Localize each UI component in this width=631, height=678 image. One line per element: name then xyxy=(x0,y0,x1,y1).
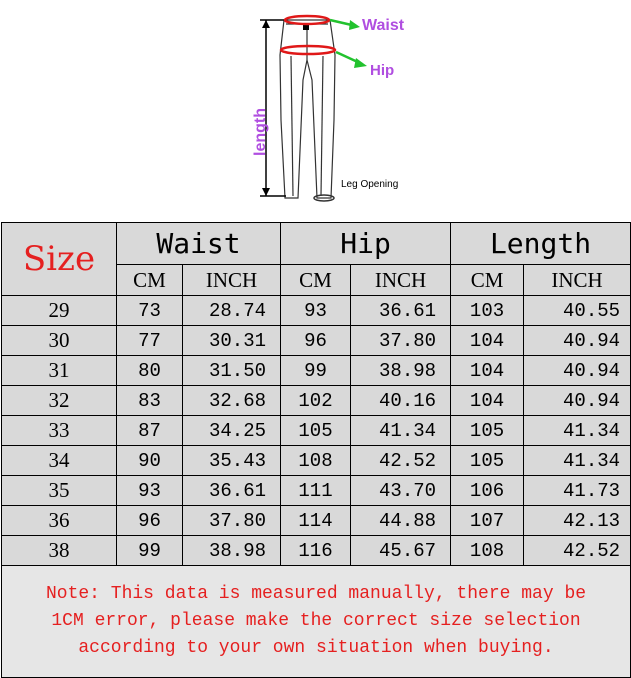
waist-inch-cell: 32.68 xyxy=(183,386,281,416)
length-cm-cell: 106 xyxy=(451,476,524,506)
length-cm-cell: 105 xyxy=(451,446,524,476)
waist-inch-cell: 38.98 xyxy=(183,536,281,566)
hip-inch-cell: 37.80 xyxy=(351,326,451,356)
table-row xyxy=(2,536,631,566)
hip-cm-cell: 93 xyxy=(281,296,351,326)
hip-cm-cell: 116 xyxy=(281,536,351,566)
size-chart-table xyxy=(1,222,631,678)
length-cm-cell: 104 xyxy=(451,326,524,356)
table-row xyxy=(2,446,631,476)
length-inch-cell: 41.34 xyxy=(524,446,631,476)
table-row xyxy=(2,416,631,446)
waist-header: Waist xyxy=(117,223,281,265)
unit-header: CM xyxy=(281,265,351,296)
hip-cm-cell: 105 xyxy=(281,416,351,446)
size-cell: 35 xyxy=(2,476,117,506)
waist-inch-cell: 31.50 xyxy=(183,356,281,386)
hip-cm-cell: 111 xyxy=(281,476,351,506)
table-row xyxy=(2,326,631,356)
waist-cm-cell: 90 xyxy=(117,446,183,476)
hip-inch-cell: 42.52 xyxy=(351,446,451,476)
waist-cm-cell: 87 xyxy=(117,416,183,446)
note-row xyxy=(2,566,631,678)
unit-header: CM xyxy=(451,265,524,296)
size-cell: 33 xyxy=(2,416,117,446)
size-cell: 32 xyxy=(2,386,117,416)
waist-cm-cell: 80 xyxy=(117,356,183,386)
hip-cm-cell: 99 xyxy=(281,356,351,386)
hip-cm-cell: 114 xyxy=(281,506,351,536)
size-cell: 30 xyxy=(2,326,117,356)
unit-header: INCH xyxy=(183,265,281,296)
length-cm-cell: 103 xyxy=(451,296,524,326)
length-inch-cell: 40.55 xyxy=(524,296,631,326)
waist-inch-cell: 37.80 xyxy=(183,506,281,536)
note-line: 1CM error, please make the correct size selection xyxy=(51,611,581,631)
waist-inch-cell: 35.43 xyxy=(183,446,281,476)
waist-label: Waist xyxy=(362,17,405,34)
note-line: according to your own situation when buying. xyxy=(78,638,554,658)
hip-cm-cell: 108 xyxy=(281,446,351,476)
length-cm-cell: 108 xyxy=(451,536,524,566)
unit-header: INCH xyxy=(351,265,451,296)
waist-cm-cell: 96 xyxy=(117,506,183,536)
length-cm-cell: 104 xyxy=(451,356,524,386)
length-inch-cell: 42.13 xyxy=(524,506,631,536)
length-cm-cell: 104 xyxy=(451,386,524,416)
hip-inch-cell: 36.61 xyxy=(351,296,451,326)
size-header: Size xyxy=(2,223,117,296)
length-inch-cell: 41.34 xyxy=(524,416,631,446)
length-inch-cell: 40.94 xyxy=(524,386,631,416)
table-row xyxy=(2,356,631,386)
size-cell: 38 xyxy=(2,536,117,566)
hip-inch-cell: 45.67 xyxy=(351,536,451,566)
waist-cm-cell: 73 xyxy=(117,296,183,326)
note-line: Note: This data is measured manually, there may be xyxy=(45,584,587,604)
leg-opening-label: Leg Opening xyxy=(341,179,399,190)
size-cell: 36 xyxy=(2,506,117,536)
group-header-row xyxy=(2,223,631,265)
table-row xyxy=(2,506,631,536)
hip-cm-cell: 102 xyxy=(281,386,351,416)
waist-inch-cell: 28.74 xyxy=(183,296,281,326)
table-row xyxy=(2,296,631,326)
hip-cm-cell: 96 xyxy=(281,326,351,356)
table-row xyxy=(2,476,631,506)
waist-inch-cell: 36.61 xyxy=(183,476,281,506)
hip-measure-icon xyxy=(281,46,335,54)
size-cell: 29 xyxy=(2,296,117,326)
waist-cm-cell: 93 xyxy=(117,476,183,506)
length-label: length xyxy=(252,108,269,156)
hip-inch-cell: 44.88 xyxy=(351,506,451,536)
hip-inch-cell: 40.16 xyxy=(351,386,451,416)
measurement-note xyxy=(2,566,631,678)
pants-measurement-diagram xyxy=(0,0,631,222)
waist-inch-cell: 34.25 xyxy=(183,416,281,446)
hip-inch-cell: 43.70 xyxy=(351,476,451,506)
waist-cm-cell: 77 xyxy=(117,326,183,356)
size-cell: 34 xyxy=(2,446,117,476)
length-inch-cell: 40.94 xyxy=(524,356,631,386)
hip-inch-cell: 41.34 xyxy=(351,416,451,446)
length-inch-cell: 42.52 xyxy=(524,536,631,566)
pants-illustration xyxy=(0,0,631,222)
length-cm-cell: 107 xyxy=(451,506,524,536)
waist-cm-cell: 99 xyxy=(117,536,183,566)
waist-inch-cell: 30.31 xyxy=(183,326,281,356)
unit-header: CM xyxy=(117,265,183,296)
unit-header: INCH xyxy=(524,265,631,296)
length-header: Length xyxy=(451,223,631,265)
length-inch-cell: 40.94 xyxy=(524,326,631,356)
hip-header: Hip xyxy=(281,223,451,265)
length-cm-cell: 105 xyxy=(451,416,524,446)
length-label-wrapper xyxy=(252,98,272,158)
length-inch-cell: 41.73 xyxy=(524,476,631,506)
waist-cm-cell: 83 xyxy=(117,386,183,416)
hip-label: Hip xyxy=(370,62,395,79)
table-row xyxy=(2,386,631,416)
hip-inch-cell: 38.98 xyxy=(351,356,451,386)
size-cell: 31 xyxy=(2,356,117,386)
